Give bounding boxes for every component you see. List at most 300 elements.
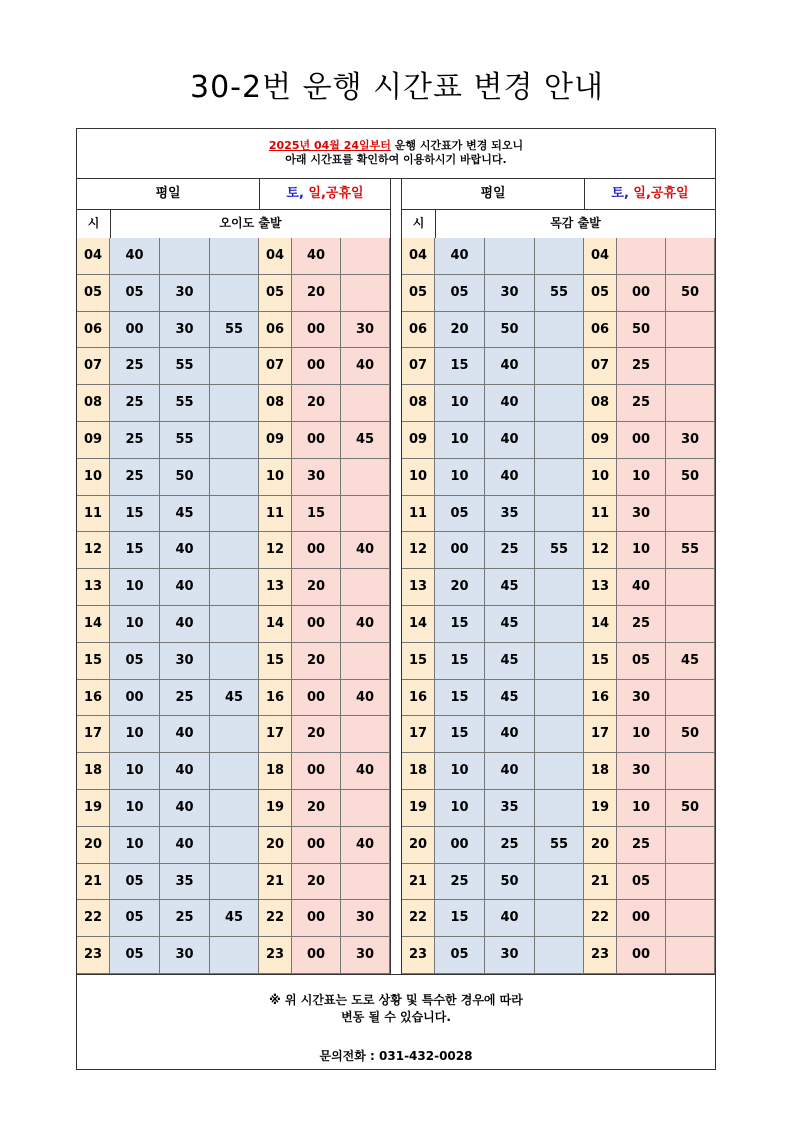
weekend-minute-cell: 00 — [617, 937, 666, 974]
weekend-minute-cell: 40 — [341, 348, 390, 385]
weekday-minute-cell — [535, 385, 584, 422]
weekend-hour-cell: 13 — [584, 569, 617, 606]
weekend-minute-cell: 20 — [292, 643, 341, 680]
weekend-minute-cell: 30 — [341, 312, 390, 349]
weekday-minute-cell: 10 — [435, 790, 485, 827]
weekend-hour-cell: 08 — [259, 385, 292, 422]
weekday-minute-cell: 50 — [485, 864, 535, 901]
weekday-hour-cell: 23 — [402, 937, 435, 974]
weekend-minute-cell — [666, 864, 715, 901]
weekend-minute-cell: 20 — [292, 716, 341, 753]
weekday-minute-cell: 25 — [110, 459, 160, 496]
weekend-hour-cell: 19 — [259, 790, 292, 827]
weekend-hour-cell: 09 — [259, 422, 292, 459]
weekend-minute-cell: 00 — [617, 275, 666, 312]
weekday-minute-cell: 40 — [485, 716, 535, 753]
weekend-hour-cell: 23 — [259, 937, 292, 974]
contact-phone: 문의전화 : 031-432-0028 — [319, 1049, 473, 1063]
weekday-hour-cell: 13 — [77, 569, 110, 606]
weekday-minute-cell: 10 — [110, 753, 160, 790]
weekday-minute-cell: 15 — [110, 532, 160, 569]
weekend-minute-cell: 50 — [666, 716, 715, 753]
weekend-holiday-header: 토, 일,공휴일 — [611, 186, 689, 201]
weekend-minute-cell: 10 — [617, 532, 666, 569]
weekday-minute-cell: 05 — [110, 900, 160, 937]
table-row — [402, 238, 715, 275]
weekday-minute-cell — [535, 312, 584, 349]
weekend-hour-cell: 21 — [259, 864, 292, 901]
table-row — [402, 753, 715, 790]
weekday-minute-cell: 20 — [435, 569, 485, 606]
weekend-minute-cell — [341, 459, 390, 496]
table-row — [402, 827, 715, 864]
weekend-minute-cell — [666, 753, 715, 790]
weekend-minute-cell — [666, 569, 715, 606]
weekday-minute-cell: 30 — [160, 312, 210, 349]
weekday-minute-cell — [535, 680, 584, 717]
weekday-minute-cell: 30 — [485, 275, 535, 312]
weekend-minute-cell: 30 — [666, 422, 715, 459]
mokgam-timetable-grid — [402, 238, 715, 974]
table-row — [402, 864, 715, 901]
weekend-minute-cell: 00 — [292, 606, 341, 643]
weekday-hour-cell: 18 — [77, 753, 110, 790]
weekend-minute-cell: 50 — [666, 790, 715, 827]
weekday-minute-cell: 15 — [435, 900, 485, 937]
weekend-minute-cell — [666, 385, 715, 422]
weekday-minute-cell: 45 — [210, 680, 259, 717]
weekend-minute-cell: 10 — [617, 716, 666, 753]
weekend-minute-cell — [666, 680, 715, 717]
table-row — [402, 348, 715, 385]
table-row — [77, 496, 390, 533]
weekday-minute-cell: 30 — [160, 937, 210, 974]
table-row — [402, 937, 715, 974]
weekday-minute-cell — [210, 716, 259, 753]
weekend-minute-cell — [341, 569, 390, 606]
weekend-hour-cell: 18 — [584, 753, 617, 790]
weekend-minute-cell: 40 — [292, 238, 341, 275]
weekday-minute-cell: 50 — [160, 459, 210, 496]
weekend-minute-cell — [666, 827, 715, 864]
weekday-hour-cell: 21 — [402, 864, 435, 901]
weekday-minute-cell — [485, 238, 535, 275]
weekday-minute-cell — [210, 238, 259, 275]
weekday-minute-cell: 00 — [435, 827, 485, 864]
weekday-minute-cell: 10 — [110, 790, 160, 827]
weekday-minute-cell — [210, 532, 259, 569]
weekend-hour-cell: 09 — [584, 422, 617, 459]
weekend-minute-cell — [341, 790, 390, 827]
table-row — [77, 348, 390, 385]
table-row — [402, 459, 715, 496]
weekend-minute-cell: 20 — [292, 790, 341, 827]
weekday-hour-cell: 07 — [402, 348, 435, 385]
weekend-hour-cell: 18 — [259, 753, 292, 790]
weekend-minute-cell: 20 — [292, 385, 341, 422]
weekday-minute-cell — [210, 864, 259, 901]
oido-timetable-grid — [77, 238, 390, 974]
table-row — [77, 790, 390, 827]
weekend-hour-cell: 05 — [584, 275, 617, 312]
weekday-minute-cell: 25 — [435, 864, 485, 901]
weekday-minute-cell: 25 — [110, 385, 160, 422]
table-row — [402, 385, 715, 422]
weekend-hour-cell: 19 — [584, 790, 617, 827]
weekday-minute-cell — [210, 348, 259, 385]
weekday-minute-cell: 25 — [485, 827, 535, 864]
weekday-minute-cell: 55 — [210, 312, 259, 349]
weekday-minute-cell: 55 — [535, 275, 584, 312]
weekday-minute-cell: 10 — [435, 385, 485, 422]
table-row — [77, 864, 390, 901]
weekday-hour-cell: 10 — [402, 459, 435, 496]
weekday-minute-cell — [535, 348, 584, 385]
weekend-minute-cell — [617, 238, 666, 275]
weekend-hour-cell: 11 — [259, 496, 292, 533]
weekday-minute-cell: 15 — [435, 680, 485, 717]
weekend-hour-cell: 04 — [259, 238, 292, 275]
weekday-minute-cell — [210, 422, 259, 459]
footer-line-1: ※ 위 시간표는 도로 상황 및 특수한 경우에 따라 — [269, 993, 523, 1007]
weekday-minute-cell — [210, 827, 259, 864]
table-row — [402, 643, 715, 680]
weekend-minute-cell — [341, 275, 390, 312]
weekday-minute-cell — [210, 569, 259, 606]
weekend-minute-cell — [666, 606, 715, 643]
weekday-hour-cell: 12 — [402, 532, 435, 569]
weekday-minute-cell: 35 — [485, 790, 535, 827]
weekend-minute-cell: 15 — [292, 496, 341, 533]
weekend-minute-cell: 05 — [617, 864, 666, 901]
weekday-minute-cell: 25 — [160, 680, 210, 717]
weekday-hour-cell: 08 — [402, 385, 435, 422]
weekday-minute-cell: 40 — [160, 716, 210, 753]
table-row — [77, 422, 390, 459]
weekend-minute-cell: 30 — [341, 900, 390, 937]
weekday-minute-cell: 00 — [435, 532, 485, 569]
weekday-minute-cell: 40 — [160, 753, 210, 790]
weekday-minute-cell: 45 — [485, 680, 535, 717]
table-row — [77, 900, 390, 937]
weekend-hour-cell: 07 — [584, 348, 617, 385]
weekday-minute-cell: 40 — [160, 790, 210, 827]
weekday-minute-cell — [535, 937, 584, 974]
weekend-minute-cell: 00 — [617, 422, 666, 459]
weekend-hour-cell: 07 — [259, 348, 292, 385]
weekday-hour-cell: 16 — [77, 680, 110, 717]
weekend-minute-cell: 00 — [292, 312, 341, 349]
table-row — [402, 680, 715, 717]
weekend-hour-cell: 16 — [584, 680, 617, 717]
weekday-hour-cell: 20 — [402, 827, 435, 864]
footer-line-2: 변동 될 수 있습니다. — [341, 1010, 451, 1024]
weekend-minute-cell — [666, 348, 715, 385]
weekday-minute-cell — [535, 753, 584, 790]
weekday-minute-cell: 05 — [435, 937, 485, 974]
weekday-hour-cell: 05 — [77, 275, 110, 312]
notice-line-1-rest: 운행 시간표가 변경 되오니 — [390, 139, 524, 152]
notice-line-2: 아래 시간표를 확인하여 이용하시기 바랍니다. — [285, 153, 507, 166]
weekday-hour-cell: 13 — [402, 569, 435, 606]
weekend-minute-cell — [341, 496, 390, 533]
hour-column-header: 시 — [77, 209, 111, 238]
weekday-hour-cell: 15 — [402, 643, 435, 680]
weekend-minute-cell: 25 — [617, 348, 666, 385]
day-type-header — [402, 179, 715, 210]
weekend-minute-cell: 00 — [292, 532, 341, 569]
weekday-minute-cell: 10 — [435, 753, 485, 790]
weekday-minute-cell: 10 — [435, 422, 485, 459]
weekday-minute-cell: 55 — [160, 348, 210, 385]
table-row — [402, 275, 715, 312]
weekday-minute-cell: 40 — [485, 900, 535, 937]
weekday-hour-cell: 05 — [402, 275, 435, 312]
table-row — [402, 606, 715, 643]
table-row — [402, 790, 715, 827]
weekend-minute-cell — [341, 643, 390, 680]
weekday-minute-cell: 15 — [435, 348, 485, 385]
weekend-minute-cell: 00 — [292, 827, 341, 864]
table-row — [77, 312, 390, 349]
weekend-hour-cell: 10 — [584, 459, 617, 496]
table-row — [402, 569, 715, 606]
weekday-minute-cell: 40 — [160, 606, 210, 643]
weekend-hour-cell: 05 — [259, 275, 292, 312]
table-row — [77, 606, 390, 643]
weekday-minute-cell: 40 — [485, 422, 535, 459]
weekend-minute-cell: 50 — [666, 459, 715, 496]
day-type-header — [77, 179, 390, 210]
weekend-minute-cell: 50 — [617, 312, 666, 349]
weekday-minute-cell: 00 — [110, 312, 160, 349]
weekend-minute-cell: 00 — [292, 422, 341, 459]
page-title: 30-2번 운행 시간표 변경 안내 — [189, 70, 605, 105]
weekend-minute-cell: 30 — [292, 459, 341, 496]
weekday-minute-cell: 45 — [485, 606, 535, 643]
departure-header — [402, 209, 715, 239]
table-row — [77, 643, 390, 680]
table-row — [77, 937, 390, 974]
weekday-hour-cell: 11 — [77, 496, 110, 533]
weekend-minute-cell: 25 — [617, 606, 666, 643]
weekend-minute-cell: 00 — [292, 937, 341, 974]
weekend-minute-cell: 45 — [666, 643, 715, 680]
table-row — [77, 459, 390, 496]
weekday-minute-cell: 35 — [485, 496, 535, 533]
weekday-minute-cell — [210, 753, 259, 790]
weekend-hour-cell: 22 — [584, 900, 617, 937]
weekend-hour-cell: 23 — [584, 937, 617, 974]
weekend-hour-cell: 13 — [259, 569, 292, 606]
weekday-minute-cell — [210, 275, 259, 312]
weekday-minute-cell: 15 — [435, 643, 485, 680]
table-row — [77, 275, 390, 312]
weekend-minute-cell — [666, 312, 715, 349]
weekday-minute-cell: 40 — [485, 348, 535, 385]
weekday-hour-cell: 06 — [402, 312, 435, 349]
weekday-hour-cell: 20 — [77, 827, 110, 864]
weekday-minute-cell: 55 — [535, 827, 584, 864]
weekday-hour-cell: 23 — [77, 937, 110, 974]
weekday-hour-cell: 22 — [402, 900, 435, 937]
weekday-minute-cell: 40 — [160, 569, 210, 606]
change-notice — [77, 129, 715, 179]
weekday-minute-cell — [535, 643, 584, 680]
weekend-minute-cell: 40 — [341, 753, 390, 790]
weekday-minute-cell — [535, 422, 584, 459]
weekday-minute-cell: 45 — [160, 496, 210, 533]
weekday-hour-cell: 10 — [77, 459, 110, 496]
weekend-minute-cell: 45 — [341, 422, 390, 459]
table-row — [77, 238, 390, 275]
weekday-hour-cell: 04 — [402, 238, 435, 275]
weekday-minute-cell: 15 — [435, 716, 485, 753]
weekend-minute-cell: 20 — [292, 864, 341, 901]
table-row — [77, 569, 390, 606]
weekday-minute-cell: 40 — [485, 753, 535, 790]
weekday-header: 평일 — [77, 179, 260, 209]
weekday-minute-cell — [535, 864, 584, 901]
weekday-minute-cell — [210, 937, 259, 974]
weekend-hour-cell: 17 — [259, 716, 292, 753]
weekend-minute-cell — [666, 238, 715, 275]
weekday-hour-cell: 11 — [402, 496, 435, 533]
weekend-hour-cell: 15 — [259, 643, 292, 680]
weekday-hour-cell: 09 — [77, 422, 110, 459]
weekend-minute-cell — [666, 937, 715, 974]
weekday-minute-cell: 45 — [485, 569, 535, 606]
weekday-hour-cell: 06 — [77, 312, 110, 349]
weekend-hour-cell: 04 — [584, 238, 617, 275]
table-row — [77, 716, 390, 753]
weekend-hour-cell: 17 — [584, 716, 617, 753]
weekday-minute-cell: 10 — [110, 827, 160, 864]
weekday-minute-cell: 10 — [110, 716, 160, 753]
weekend-minute-cell: 40 — [341, 827, 390, 864]
weekend-hour-cell: 12 — [259, 532, 292, 569]
weekend-minute-cell: 30 — [341, 937, 390, 974]
weekend-minute-cell: 00 — [292, 348, 341, 385]
weekday-minute-cell: 00 — [110, 680, 160, 717]
weekday-minute-cell: 25 — [110, 422, 160, 459]
weekday-minute-cell — [535, 459, 584, 496]
weekday-hour-cell: 21 — [77, 864, 110, 901]
weekday-minute-cell — [210, 606, 259, 643]
weekday-minute-cell: 55 — [535, 532, 584, 569]
weekday-minute-cell: 25 — [110, 348, 160, 385]
weekday-minute-cell: 50 — [485, 312, 535, 349]
weekday-minute-cell: 20 — [435, 312, 485, 349]
effective-date: 2025년 04월 24일부터 — [268, 139, 391, 152]
weekday-minute-cell: 40 — [485, 459, 535, 496]
weekday-minute-cell: 30 — [485, 937, 535, 974]
table-row — [77, 753, 390, 790]
weekend-hour-cell: 20 — [259, 827, 292, 864]
weekday-hour-cell: 08 — [77, 385, 110, 422]
weekend-hour-cell: 11 — [584, 496, 617, 533]
weekend-minute-cell: 25 — [617, 385, 666, 422]
table-row — [77, 532, 390, 569]
weekend-minute-cell: 40 — [617, 569, 666, 606]
weekday-minute-cell — [535, 900, 584, 937]
weekday-hour-cell: 07 — [77, 348, 110, 385]
weekday-minute-cell: 05 — [435, 496, 485, 533]
table-row — [402, 422, 715, 459]
weekend-hour-cell: 22 — [259, 900, 292, 937]
weekday-hour-cell: 16 — [402, 680, 435, 717]
weekday-minute-cell: 40 — [485, 385, 535, 422]
table-row — [77, 680, 390, 717]
weekday-minute-cell: 10 — [110, 569, 160, 606]
weekday-hour-cell: 22 — [77, 900, 110, 937]
weekend-hour-cell: 12 — [584, 532, 617, 569]
weekday-header: 평일 — [402, 179, 585, 209]
weekday-minute-cell: 05 — [110, 643, 160, 680]
weekend-minute-cell: 40 — [341, 532, 390, 569]
weekend-minute-cell: 30 — [617, 496, 666, 533]
weekday-minute-cell: 10 — [435, 459, 485, 496]
weekend-minute-cell: 05 — [617, 643, 666, 680]
weekend-hour-cell: 08 — [584, 385, 617, 422]
weekday-minute-cell: 25 — [160, 900, 210, 937]
weekday-minute-cell — [210, 459, 259, 496]
weekend-minute-cell — [666, 496, 715, 533]
weekday-minute-cell — [535, 238, 584, 275]
weekday-minute-cell: 45 — [210, 900, 259, 937]
weekday-minute-cell — [535, 496, 584, 533]
weekday-hour-cell: 14 — [402, 606, 435, 643]
weekday-hour-cell: 19 — [402, 790, 435, 827]
weekend-hour-cell: 10 — [259, 459, 292, 496]
weekday-minute-cell: 10 — [110, 606, 160, 643]
weekday-hour-cell: 17 — [77, 716, 110, 753]
departure-header — [77, 209, 390, 239]
weekday-minute-cell: 30 — [160, 275, 210, 312]
weekday-minute-cell: 40 — [160, 532, 210, 569]
weekday-hour-cell: 15 — [77, 643, 110, 680]
weekend-minute-cell: 30 — [617, 753, 666, 790]
weekday-minute-cell: 35 — [160, 864, 210, 901]
weekday-minute-cell: 15 — [435, 606, 485, 643]
weekday-minute-cell — [210, 643, 259, 680]
departure-station-header: 목감 출발 — [550, 216, 601, 230]
weekend-hour-cell: 06 — [259, 312, 292, 349]
weekend-hour-cell: 06 — [584, 312, 617, 349]
weekday-hour-cell: 04 — [77, 238, 110, 275]
weekend-minute-cell: 55 — [666, 532, 715, 569]
weekend-minute-cell: 00 — [292, 900, 341, 937]
weekday-hour-cell: 09 — [402, 422, 435, 459]
timetable-frame — [76, 128, 716, 1070]
weekday-minute-cell: 55 — [160, 385, 210, 422]
notice-line-1 — [77, 139, 715, 153]
weekday-minute-cell: 40 — [435, 238, 485, 275]
table-row — [402, 900, 715, 937]
weekend-minute-cell — [666, 900, 715, 937]
weekday-minute-cell: 30 — [160, 643, 210, 680]
footer-notice — [77, 974, 715, 1070]
weekday-hour-cell: 18 — [402, 753, 435, 790]
weekend-minute-cell — [341, 238, 390, 275]
weekday-minute-cell — [535, 606, 584, 643]
weekend-hour-cell: 14 — [584, 606, 617, 643]
weekday-minute-cell: 45 — [485, 643, 535, 680]
weekday-minute-cell: 15 — [110, 496, 160, 533]
weekend-minute-cell: 10 — [617, 459, 666, 496]
weekend-minute-cell: 50 — [666, 275, 715, 312]
table-row — [402, 716, 715, 753]
